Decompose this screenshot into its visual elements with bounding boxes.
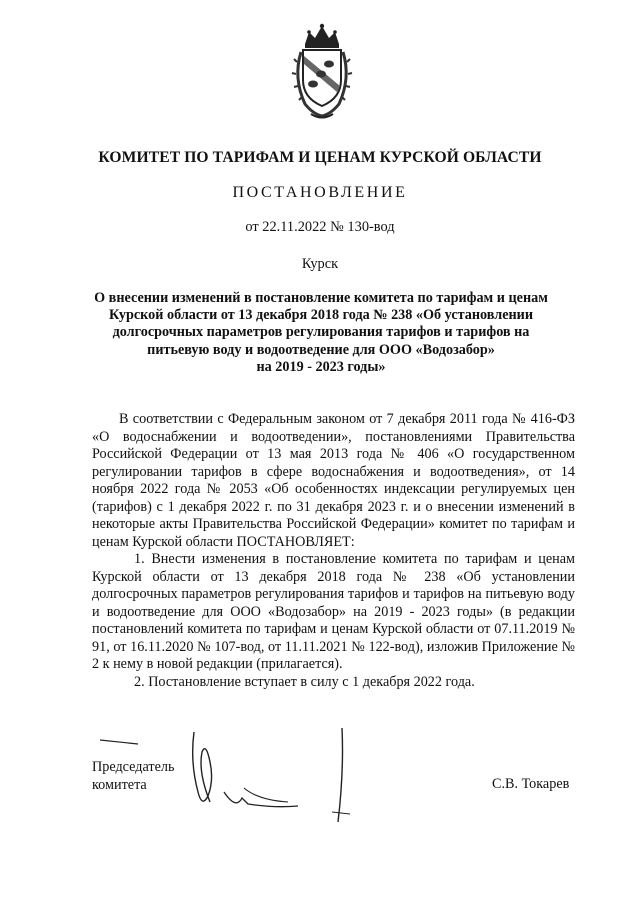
title-line: на 2019 - 2023 годы»: [256, 358, 386, 375]
kursk-region-coat-of-arms-icon: [291, 22, 353, 122]
clause-2-paragraph: 2. Постановление вступает в силу с 1 декабря 2022 года.: [134, 673, 475, 690]
preamble-paragraph: В соответствии с Федеральным законом от 7 декабря 2011 года № 416-ФЗ «О водоснабжении и водоотведении», постановлениями Правительства Российской Федерации от 13 мая 2013 года № 406 «О государственном регулировании тарифов в сфере водоснабжения и водоотведения», от 14 ноября 2022 года № 2053 «Об особенностях индексации регулируемых цен (тарифов) с 1 декабря 2022 г. по 31 декабря 2023 г. и о внесении изменений в некоторые акты Правительства Российской Федерации» комитет по тарифам и ценам Курской области ПОСТАНОВЛЯЕТ:: [92, 411, 575, 550]
document-type: ПОСТАНОВЛЕНИЕ: [232, 184, 408, 201]
document-date-number: от 22.11.2022 № 130-вод: [245, 219, 395, 235]
signatory-position: [92, 758, 174, 794]
signatory-position-line: Председатель: [92, 759, 175, 775]
title-line: О внесении изменений в постановление комитета по тарифам и ценам: [94, 290, 548, 306]
document-body: [92, 411, 575, 691]
committee-heading: КОМИТЕТ ПО ТАРИФАМ И ЦЕНАМ КУРСКОЙ ОБЛАСТИ: [98, 149, 542, 166]
signatory-name: С.В. Токарев: [492, 776, 570, 792]
clause-1-paragraph: 1. Внести изменения в постановление комитета по тарифам и ценам Курской области от 13 декабря 2018 года № 238 «Об установлении долгосрочных параметров регулирования тарифов и тарифов на питьевую воду и водоотведение для ООО «Водозабор» на 2019 - 2023 годы» (в редакции постановлений комитета по тарифам и ценам Курской области от 07.11.2019 № 91, от 16.11.2020 № 107-вод, от 11.11.2021 № 122-вод), изложив Приложение № 2 к нему в новой редакции (прилагается).: [92, 551, 575, 672]
title-line: Курской области от 13 декабря 2018 года № 238 «Об установлении: [108, 307, 534, 324]
title-line: питьевую воду и водоотведение для ООО «Водозабор»: [147, 341, 495, 358]
document-title: [86, 290, 556, 376]
document-city: Курск: [301, 256, 339, 272]
signatory-position-line: комитета: [92, 777, 147, 793]
title-line: долгосрочных параметров регулирования тарифов и тарифов на: [112, 324, 530, 341]
